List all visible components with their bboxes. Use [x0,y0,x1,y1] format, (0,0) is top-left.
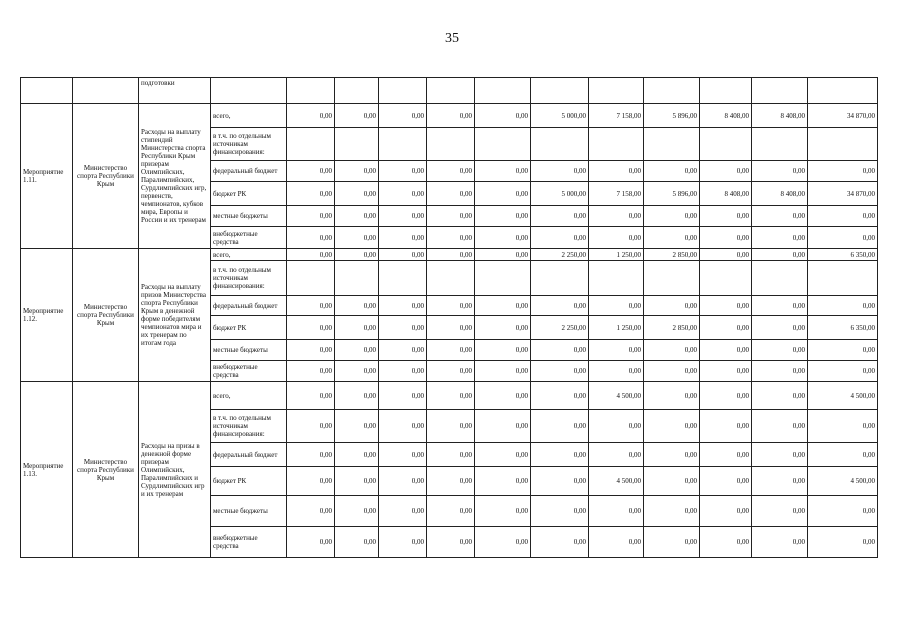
value-cell: 0,00 [644,382,700,410]
value-cell: 0,00 [287,527,335,558]
value-cell [589,128,644,161]
value-cell: 0,00 [589,410,644,443]
value-cell: 34 870,00 [808,182,878,206]
value-cell: 0,00 [475,340,531,361]
value-cell: 4 500,00 [808,382,878,410]
value-cell: 0,00 [531,227,589,249]
value-cell: 0,00 [427,161,475,182]
table-row [21,382,878,410]
value-cell [808,78,878,104]
value-cell: 0,00 [808,443,878,467]
value-cell [379,78,427,104]
value-cell: 0,00 [700,410,752,443]
value-cell: 0,00 [475,443,531,467]
value-cell: 0,00 [335,296,379,316]
value-cell: 5 000,00 [531,182,589,206]
value-cell: 0,00 [752,361,808,382]
value-cell: 0,00 [379,496,427,527]
value-cell: 0,00 [287,182,335,206]
value-cell: 0,00 [752,316,808,340]
value-cell [287,261,335,296]
value-cell: 0,00 [335,182,379,206]
value-cell: 0,00 [427,182,475,206]
value-cell: 0,00 [427,361,475,382]
value-cell [475,261,531,296]
event-name-cell: Мероприятие 1.13. [21,382,73,558]
funding-source-cell: местные бюджеты [211,206,287,227]
value-cell: 0,00 [752,382,808,410]
value-cell: 0,00 [700,382,752,410]
funding-source-cell: всего, [211,104,287,128]
value-cell [379,128,427,161]
value-cell: 0,00 [700,467,752,496]
value-cell: 0,00 [379,206,427,227]
value-cell: 8 408,00 [752,104,808,128]
value-cell: 4 500,00 [589,382,644,410]
value-cell: 0,00 [287,296,335,316]
value-cell: 8 408,00 [752,182,808,206]
executor-cell: Министерство спорта Республики Крым [73,104,139,249]
value-cell [644,78,700,104]
value-cell: 0,00 [427,316,475,340]
value-cell: 0,00 [475,249,531,261]
value-cell: 0,00 [475,182,531,206]
value-cell [427,78,475,104]
funding-source-cell: в т.ч. по отдельным источникам финансирования: [211,261,287,296]
value-cell: 0,00 [589,340,644,361]
value-cell: 0,00 [700,496,752,527]
funding-source-cell: всего, [211,382,287,410]
funding-source-cell: всего, [211,249,287,261]
description-cell: Расходы на выплату стипендий Министерства спорта Республики Крым призерам Олимпийских, Паралимпийских, Сурдлимпийских игр, первенств, чемпионатов, кубков мира, Европы и России и их тренерам [139,104,211,249]
value-cell: 0,00 [287,361,335,382]
value-cell [475,78,531,104]
value-cell: 0,00 [287,410,335,443]
value-cell: 0,00 [531,361,589,382]
value-cell: 0,00 [589,296,644,316]
value-cell [335,78,379,104]
value-cell: 0,00 [531,467,589,496]
value-cell: 0,00 [475,361,531,382]
funding-source-cell: внебюджетные средства [211,361,287,382]
value-cell: 0,00 [287,104,335,128]
value-cell: 0,00 [700,340,752,361]
value-cell: 0,00 [808,361,878,382]
value-cell: 0,00 [752,496,808,527]
value-cell: 0,00 [752,161,808,182]
value-cell: 0,00 [379,182,427,206]
value-cell: 0,00 [475,296,531,316]
funding-source-cell: федеральный бюджет [211,296,287,316]
value-cell: 0,00 [287,443,335,467]
value-cell [427,128,475,161]
value-cell: 0,00 [700,443,752,467]
value-cell: 34 870,00 [808,104,878,128]
description-cell: Расходы на выплату призов Министерства спорта Республики Крым в денежной форме победителям чемпионатов мира и их тренерам по итогам года [139,249,211,382]
value-cell: 0,00 [752,340,808,361]
executor-cell: Министерство спорта Республики Крым [73,382,139,558]
value-cell: 0,00 [475,104,531,128]
value-cell: 0,00 [808,527,878,558]
value-cell: 0,00 [335,496,379,527]
value-cell: 0,00 [335,161,379,182]
value-cell: 0,00 [752,410,808,443]
value-cell: 0,00 [475,410,531,443]
budget-table [20,77,878,558]
value-cell [808,128,878,161]
event-name-cell: Мероприятие 1.11. [21,104,73,249]
funding-source-cell: бюджет РК [211,316,287,340]
value-cell: 0,00 [335,206,379,227]
value-cell: 0,00 [379,382,427,410]
value-cell: 0,00 [475,467,531,496]
value-cell: 0,00 [589,227,644,249]
value-cell: 0,00 [335,443,379,467]
page-number: 35 [445,31,459,46]
funding-source-cell: федеральный бюджет [211,443,287,467]
value-cell: 0,00 [700,316,752,340]
value-cell [379,261,427,296]
value-cell: 7 158,00 [589,104,644,128]
value-cell [644,261,700,296]
value-cell: 0,00 [475,527,531,558]
value-cell: 0,00 [644,443,700,467]
value-cell [287,78,335,104]
value-cell: 0,00 [287,382,335,410]
value-cell: 0,00 [808,410,878,443]
value-cell: 0,00 [379,467,427,496]
table-row [21,104,878,128]
value-cell: 0,00 [379,249,427,261]
value-cell: 0,00 [335,249,379,261]
value-cell: 0,00 [531,443,589,467]
value-cell [589,78,644,104]
value-cell: 0,00 [700,227,752,249]
value-cell [752,78,808,104]
funding-source-cell: бюджет РК [211,182,287,206]
funding-source-cell: бюджет РК [211,467,287,496]
value-cell: 0,00 [287,227,335,249]
value-cell: 5 896,00 [644,182,700,206]
value-cell [752,128,808,161]
value-cell: 0,00 [427,382,475,410]
executor-cell: Министерство спорта Республики Крым [73,249,139,382]
value-cell: 0,00 [427,227,475,249]
value-cell: 0,00 [287,496,335,527]
value-cell [700,78,752,104]
value-cell: 0,00 [808,496,878,527]
value-cell: 0,00 [427,527,475,558]
value-cell: 0,00 [335,382,379,410]
value-cell: 1 250,00 [589,249,644,261]
value-cell: 0,00 [752,443,808,467]
value-cell: 0,00 [427,467,475,496]
funding-source-cell: местные бюджеты [211,340,287,361]
value-cell: 0,00 [644,496,700,527]
value-cell: 0,00 [427,206,475,227]
value-cell [335,128,379,161]
value-cell: 0,00 [427,410,475,443]
value-cell: 0,00 [752,249,808,261]
value-cell: 0,00 [700,161,752,182]
value-cell: 0,00 [427,249,475,261]
value-cell: 0,00 [475,382,531,410]
value-cell [287,128,335,161]
value-cell: 2 250,00 [531,249,589,261]
value-cell: 0,00 [752,206,808,227]
table-row [21,78,878,104]
value-cell: 6 350,00 [808,249,878,261]
funding-source-cell: в т.ч. по отдельным источникам финансирования: [211,410,287,443]
value-cell: 0,00 [644,340,700,361]
value-cell: 0,00 [589,527,644,558]
value-cell: 5 896,00 [644,104,700,128]
value-cell: 0,00 [589,206,644,227]
value-cell: 0,00 [335,316,379,340]
value-cell: 0,00 [644,410,700,443]
value-cell: 2 250,00 [531,316,589,340]
value-cell: 0,00 [427,296,475,316]
value-cell: 0,00 [531,206,589,227]
value-cell: 0,00 [335,340,379,361]
value-cell: 0,00 [335,361,379,382]
value-cell [531,128,589,161]
value-cell: 0,00 [531,161,589,182]
value-cell: 5 000,00 [531,104,589,128]
value-cell: 0,00 [475,227,531,249]
value-cell: 4 500,00 [808,467,878,496]
value-cell: 2 850,00 [644,249,700,261]
value-cell: 0,00 [335,467,379,496]
value-cell: 0,00 [475,206,531,227]
value-cell: 0,00 [644,206,700,227]
value-cell: 0,00 [808,340,878,361]
value-cell: 0,00 [379,316,427,340]
value-cell [700,261,752,296]
value-cell [700,128,752,161]
value-cell: 0,00 [808,296,878,316]
value-cell: 0,00 [475,496,531,527]
value-cell: 0,00 [700,296,752,316]
value-cell: 0,00 [379,410,427,443]
funding-source-cell: внебюджетные средства [211,527,287,558]
value-cell [531,261,589,296]
value-cell: 0,00 [379,104,427,128]
value-cell: 0,00 [808,206,878,227]
value-cell: 0,00 [427,443,475,467]
value-cell: 0,00 [589,443,644,467]
value-cell: 0,00 [752,296,808,316]
value-cell: 0,00 [287,249,335,261]
value-cell: 0,00 [644,467,700,496]
value-cell: 0,00 [287,161,335,182]
description-cell: Расходы на призы в денежной форме призерам Олимпийских, Паралимпийских и Сурдлимпийских игр и их тренерам [139,382,211,558]
value-cell: 0,00 [379,340,427,361]
value-cell: 0,00 [531,410,589,443]
description-cell: подготовки [139,78,211,104]
value-cell: 0,00 [808,161,878,182]
value-cell: 0,00 [287,316,335,340]
value-cell: 0,00 [427,340,475,361]
table-row [21,249,878,261]
value-cell [589,261,644,296]
value-cell [808,261,878,296]
value-cell: 0,00 [644,161,700,182]
value-cell: 0,00 [335,410,379,443]
value-cell: 0,00 [700,206,752,227]
value-cell: 0,00 [287,467,335,496]
value-cell: 0,00 [335,527,379,558]
value-cell: 0,00 [531,382,589,410]
value-cell: 0,00 [644,361,700,382]
value-cell [475,128,531,161]
value-cell: 0,00 [589,361,644,382]
value-cell: 0,00 [644,227,700,249]
funding-source-cell: федеральный бюджет [211,161,287,182]
event-name-cell: Мероприятие 1.12. [21,249,73,382]
value-cell: 0,00 [752,527,808,558]
value-cell: 0,00 [644,296,700,316]
value-cell: 0,00 [700,361,752,382]
value-cell: 4 500,00 [589,467,644,496]
value-cell: 0,00 [379,227,427,249]
value-cell: 0,00 [287,206,335,227]
value-cell: 0,00 [700,527,752,558]
executor-cell [73,78,139,104]
value-cell: 0,00 [379,527,427,558]
value-cell: 0,00 [589,161,644,182]
value-cell: 0,00 [700,249,752,261]
value-cell: 0,00 [808,227,878,249]
value-cell: 0,00 [589,496,644,527]
value-cell: 0,00 [379,361,427,382]
value-cell: 0,00 [475,161,531,182]
funding-source-cell: внебюджетные средства [211,227,287,249]
value-cell: 0,00 [379,296,427,316]
funding-source-cell: в т.ч. по отдельным источникам финансирования: [211,128,287,161]
value-cell: 0,00 [335,227,379,249]
value-cell: 0,00 [427,496,475,527]
value-cell: 0,00 [644,527,700,558]
value-cell: 0,00 [531,527,589,558]
value-cell [427,261,475,296]
value-cell [644,128,700,161]
value-cell: 0,00 [752,467,808,496]
value-cell: 8 408,00 [700,182,752,206]
value-cell [531,78,589,104]
value-cell: 6 350,00 [808,316,878,340]
value-cell: 0,00 [475,316,531,340]
funding-source-cell: местные бюджеты [211,496,287,527]
value-cell: 0,00 [531,496,589,527]
value-cell: 0,00 [287,340,335,361]
value-cell [211,78,287,104]
value-cell: 0,00 [531,340,589,361]
value-cell: 1 250,00 [589,316,644,340]
value-cell: 0,00 [752,227,808,249]
value-cell: 0,00 [335,104,379,128]
value-cell: 0,00 [379,443,427,467]
value-cell: 8 408,00 [700,104,752,128]
value-cell: 0,00 [427,104,475,128]
value-cell: 0,00 [379,161,427,182]
value-cell: 2 850,00 [644,316,700,340]
value-cell: 0,00 [531,296,589,316]
value-cell [335,261,379,296]
value-cell: 7 158,00 [589,182,644,206]
event-cell [21,78,73,104]
value-cell [752,261,808,296]
